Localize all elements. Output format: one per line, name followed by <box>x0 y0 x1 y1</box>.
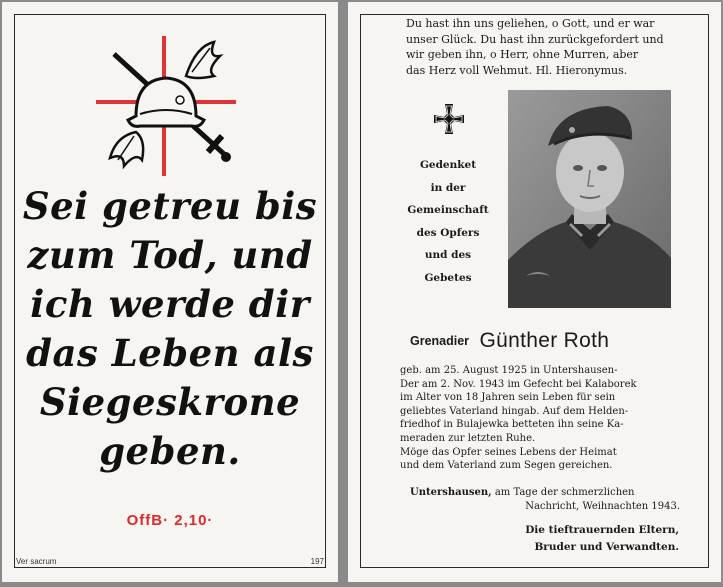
bible-verse <box>16 182 324 476</box>
remembrance-line: Gedenket <box>419 159 477 171</box>
memorial-quote <box>406 16 676 78</box>
quote-line: das Herz voll Wehmut. Hl. Hieronymus. <box>406 63 628 77</box>
notice-text: am Tage der schmerzlichen <box>491 487 635 498</box>
family-signature <box>525 522 679 556</box>
bio-line: geliebtes Vaterland hingab. Auf dem Helden- <box>400 405 629 417</box>
date-notice <box>410 486 680 514</box>
verse-line: ich werde dir <box>30 282 310 326</box>
verse-line: das Leben als <box>26 331 314 375</box>
quote-line: wir geben ihn, o Herr, ohne Murren, aber <box>406 48 639 61</box>
quote-line: Du hast ihn uns geliehen, o Gott, und er war <box>406 17 655 30</box>
soldier-rank: Grenadier <box>410 334 470 348</box>
right-memorial-card <box>348 2 721 582</box>
soldier-name: Günther Roth <box>479 329 610 352</box>
publisher-label: Ver sacrum <box>16 557 57 566</box>
bio-line: friedhof in Bulajewka betteten ihn seine Ka- <box>400 419 624 431</box>
remembrance-line: des Opfers <box>416 226 480 239</box>
remembrance-line: und des <box>424 249 472 261</box>
remembrance-line: in der <box>430 181 466 194</box>
notice-line: Nachricht, Weihnachten 1943. <box>525 501 680 512</box>
notice-line <box>410 486 680 500</box>
family-line: Die tieftrauernden Eltern, <box>525 524 679 536</box>
left-memorial-card <box>2 2 338 582</box>
remembrance-text <box>396 154 500 289</box>
iron-cross-icon <box>434 104 464 134</box>
card-number: 197 <box>310 557 324 566</box>
bio-line: Der am 2. Nov. 1943 im Gefecht bei Kalaborek <box>400 378 637 390</box>
remembrance-line: Gemeinschaft <box>407 204 489 216</box>
bio-line: und dem Vaterland zum Segen gereichen. <box>400 460 613 472</box>
soldier-name-line <box>410 329 690 353</box>
family-line: Bruder und Verwandten. <box>534 541 679 553</box>
bio-line: im Alter von 18 Jahren sein Leben für sein <box>400 392 616 404</box>
notice-place: Untershausen, <box>410 487 492 498</box>
verse-line: zum Tod, und <box>27 233 313 277</box>
verse-line: geben. <box>99 429 241 473</box>
bio-line: geb. am 25. August 1925 in Untershausen- <box>400 365 618 376</box>
helmet-cross-emblem-icon <box>96 36 236 176</box>
verse-line: Sei getreu bis <box>22 184 318 228</box>
soldier-biography <box>400 364 680 473</box>
verse-line: Siegeskrone <box>39 380 301 424</box>
quote-line: unser Glück. Du hast ihn zurückgefordert und <box>406 32 664 46</box>
remembrance-line: Gebetes <box>424 271 472 284</box>
bio-line: meraden zur letzten Ruhe. <box>400 432 536 444</box>
bio-line: Möge das Opfer seines Lebens der Heimat <box>400 446 617 458</box>
soldier-portrait-photo <box>508 90 671 308</box>
verse-reference: OffB· 2,10· <box>126 512 214 529</box>
